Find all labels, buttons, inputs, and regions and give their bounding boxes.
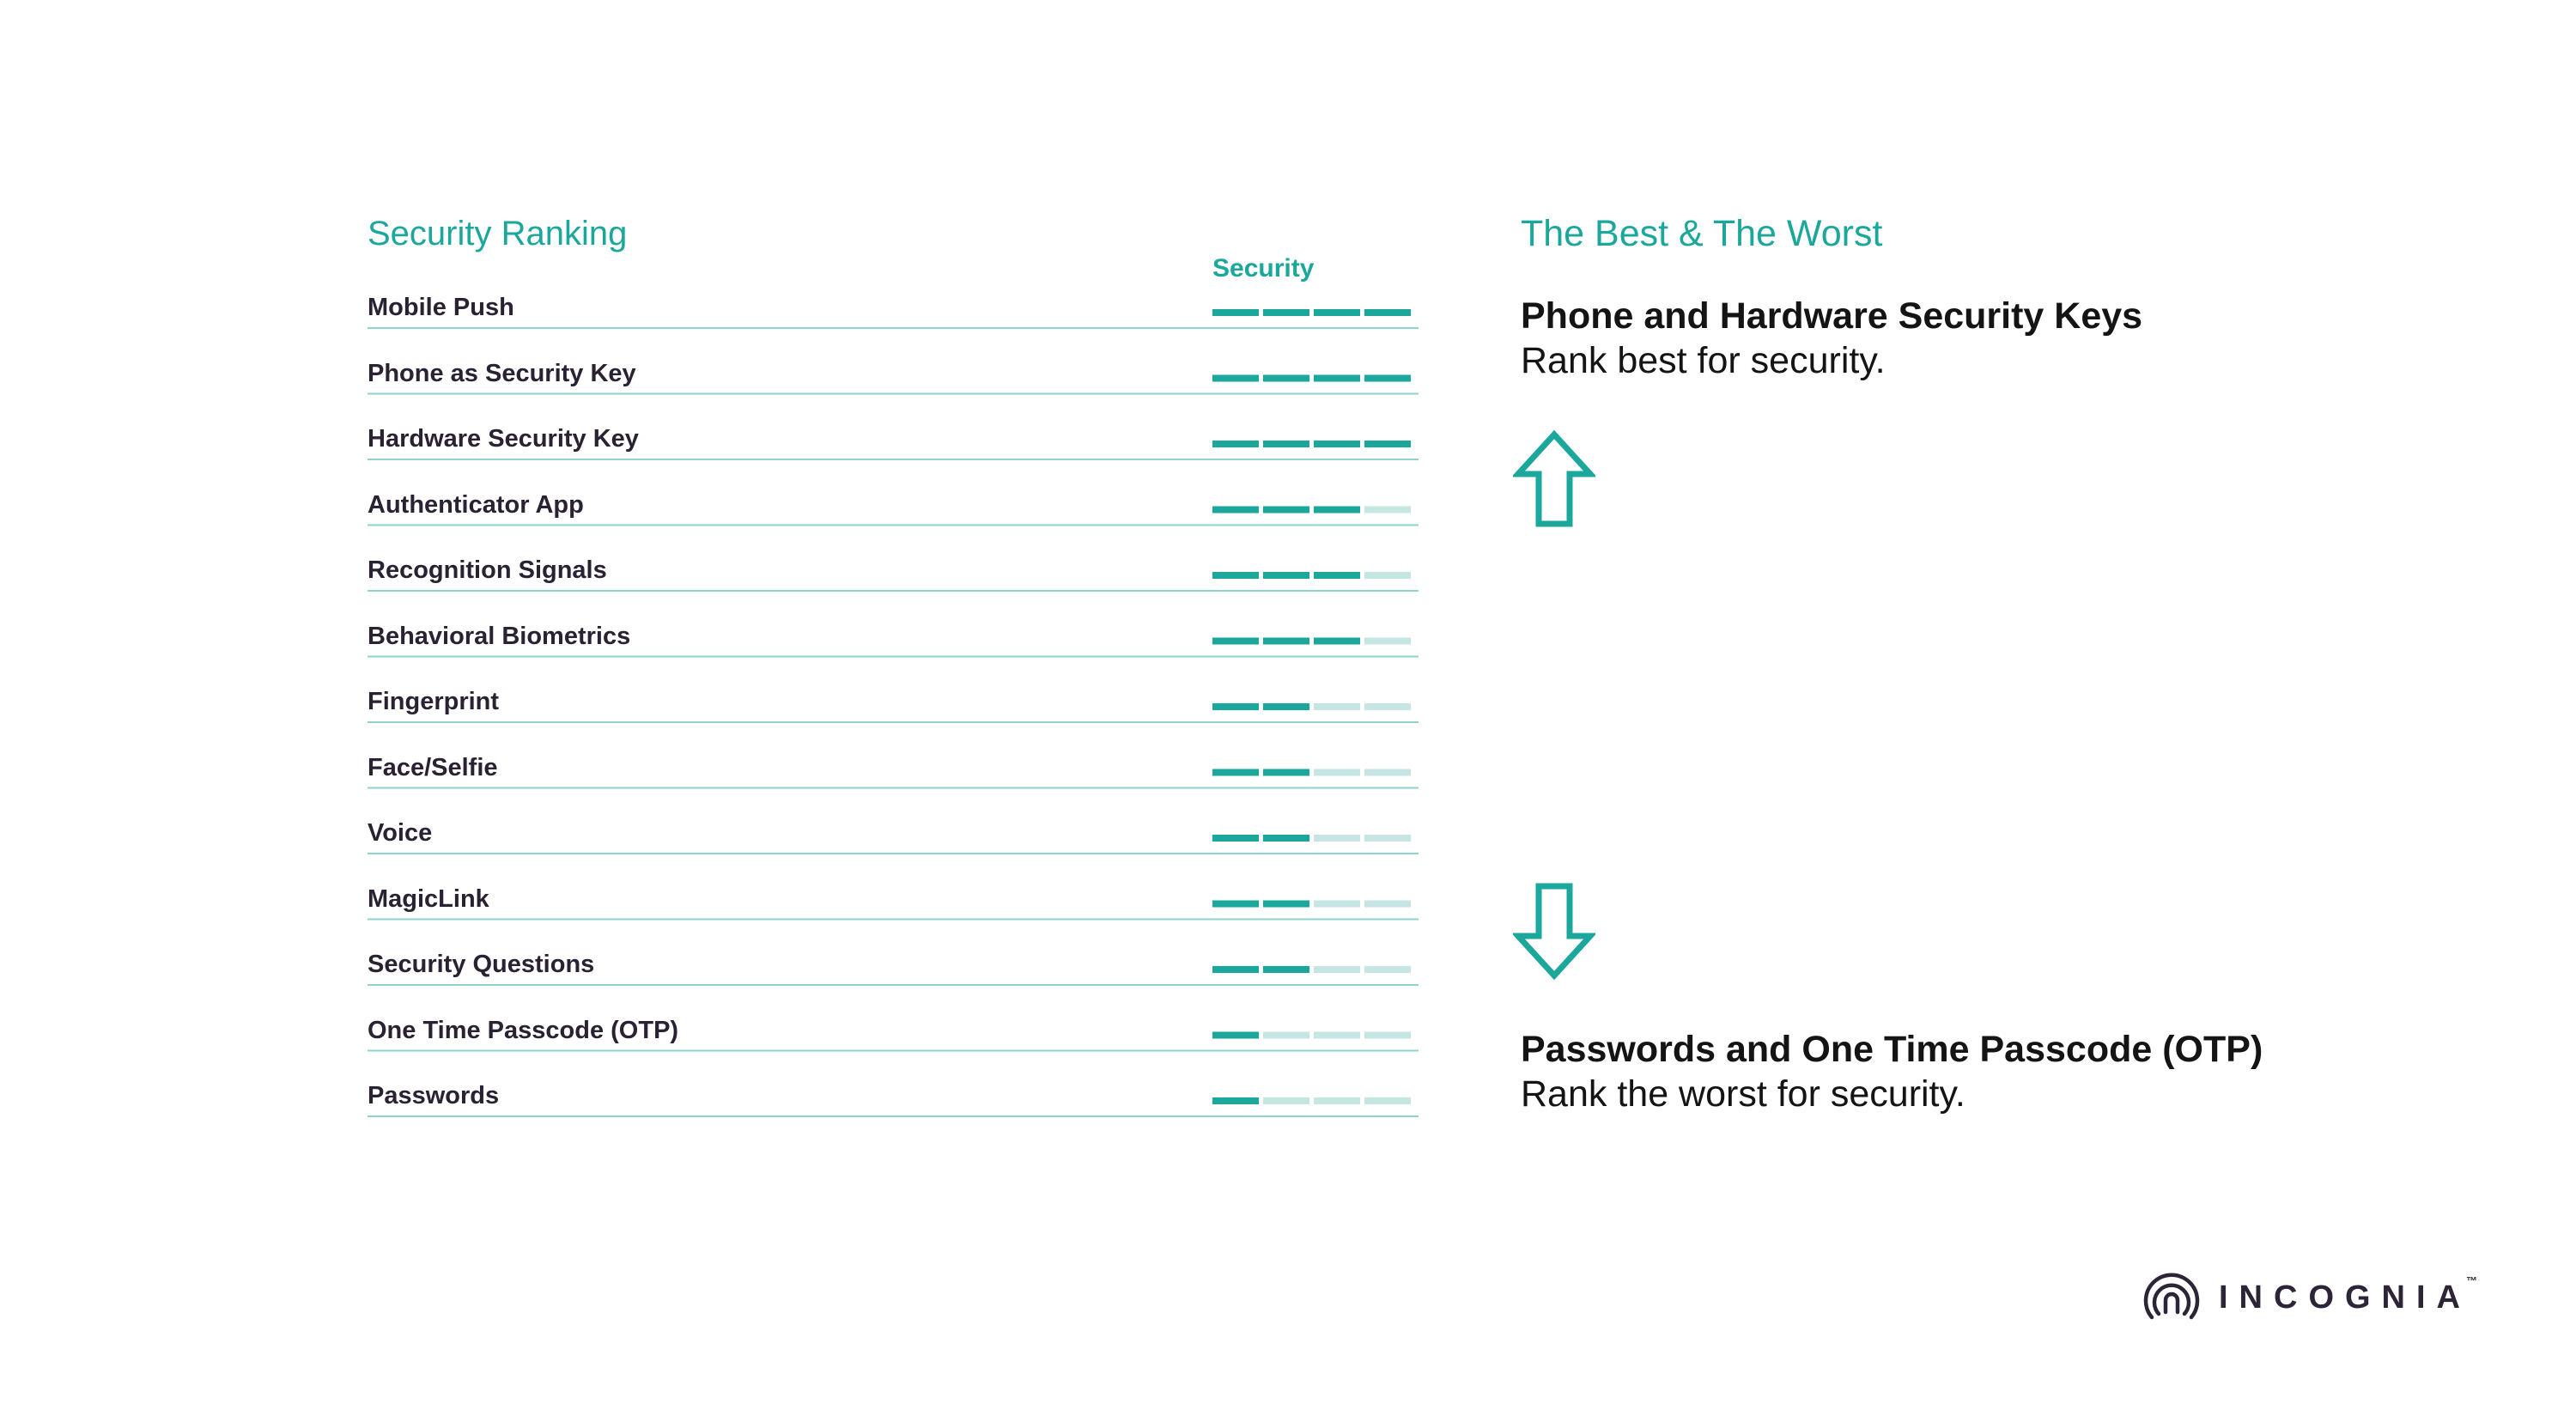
row-label: Passwords <box>368 1082 500 1109</box>
score-segment-filled <box>1263 835 1309 842</box>
score-segment-filled <box>1364 309 1411 316</box>
score-segment-empty <box>1263 1097 1309 1104</box>
score-segment-empty <box>1364 1097 1411 1104</box>
score-segment-filled <box>1263 375 1309 382</box>
brand-name: INCOGNIA <box>2219 1279 2471 1316</box>
score-segment-filled <box>1314 375 1360 382</box>
row-label: Fingerprint <box>368 688 500 715</box>
score-segment-filled <box>1314 309 1360 316</box>
score-segment-filled <box>1263 966 1309 973</box>
score-segment-empty <box>1314 769 1360 776</box>
score-segment-filled <box>1212 703 1259 710</box>
score-segment-filled <box>1263 572 1309 579</box>
score-segment-filled <box>1263 901 1309 908</box>
score-segment-filled <box>1212 507 1259 514</box>
row-label: One Time Passcode (OTP) <box>368 1016 679 1044</box>
score-segment-filled <box>1263 769 1309 776</box>
score-segment-empty <box>1314 703 1360 710</box>
security-column-header: Security <box>1212 254 1315 283</box>
score-segment-filled <box>1212 309 1259 316</box>
score-segment-empty <box>1364 769 1411 776</box>
score-segment-empty <box>1364 835 1411 842</box>
arrow-up-icon <box>1513 429 1595 529</box>
brand-trademark: ™ <box>2466 1274 2477 1287</box>
score-segment-empty <box>1314 1032 1360 1039</box>
score-segment-empty <box>1364 1032 1411 1039</box>
score-segment-filled <box>1212 769 1259 776</box>
row-label: Mobile Push <box>368 294 514 321</box>
score-segment-filled <box>1212 441 1259 447</box>
worst-heading: Passwords and One Time Passcode (OTP) <box>1521 1029 2263 1070</box>
score-segment-empty <box>1263 1032 1309 1039</box>
score-segment-filled <box>1364 375 1411 382</box>
score-segment-filled <box>1314 638 1360 645</box>
score-segment-filled <box>1212 835 1259 842</box>
worst-text: Rank the worst for security. <box>1521 1073 1965 1115</box>
incognia-logo-icon <box>2142 1267 2202 1328</box>
score-segment-filled <box>1212 638 1259 645</box>
row-label: Authenticator App <box>368 490 584 519</box>
row-label: Phone as Security Key <box>368 359 636 387</box>
score-segment-filled <box>1364 441 1411 447</box>
best-heading: Phone and Hardware Security Keys <box>1521 295 2143 337</box>
score-segment-filled <box>1212 966 1259 973</box>
row-label: Recognition Signals <box>368 556 607 584</box>
score-segment-empty <box>1314 835 1360 842</box>
score-segment-filled <box>1212 901 1259 908</box>
score-segment-empty <box>1364 966 1411 973</box>
score-segment-empty <box>1364 572 1411 579</box>
score-segment-empty <box>1364 507 1411 514</box>
score-segment-filled <box>1314 572 1360 579</box>
score-segment-filled <box>1212 1097 1259 1104</box>
row-label: Hardware Security Key <box>368 425 639 453</box>
score-segment-empty <box>1364 703 1411 710</box>
row-label: MagicLink <box>368 884 489 913</box>
score-segment-empty <box>1314 1097 1360 1104</box>
score-segment-filled <box>1263 441 1309 447</box>
score-segment-filled <box>1263 507 1309 514</box>
row-label: Behavioral Biometrics <box>368 622 631 650</box>
summary-title: The Best & The Worst <box>1521 213 1883 254</box>
row-label: Security Questions <box>368 951 595 978</box>
score-segment-filled <box>1212 375 1259 382</box>
row-label: Voice <box>368 819 433 847</box>
incognia-logo <box>2142 1267 2477 1328</box>
score-segment-empty <box>1364 901 1411 908</box>
best-text: Rank best for security. <box>1521 340 1886 381</box>
score-segment-empty <box>1314 901 1360 908</box>
score-segment-filled <box>1314 507 1360 514</box>
score-segment-empty <box>1364 638 1411 645</box>
arrow-down-icon <box>1513 881 1595 981</box>
score-segment-empty <box>1314 966 1360 973</box>
score-segment-filled <box>1212 1032 1259 1039</box>
chart-title: Security Ranking <box>368 215 628 252</box>
score-segment-filled <box>1212 572 1259 579</box>
score-segment-filled <box>1263 309 1309 316</box>
row-label: Face/Selfie <box>368 753 498 781</box>
score-segment-filled <box>1263 638 1309 645</box>
score-segment-filled <box>1314 441 1360 447</box>
score-segment-filled <box>1263 703 1309 710</box>
